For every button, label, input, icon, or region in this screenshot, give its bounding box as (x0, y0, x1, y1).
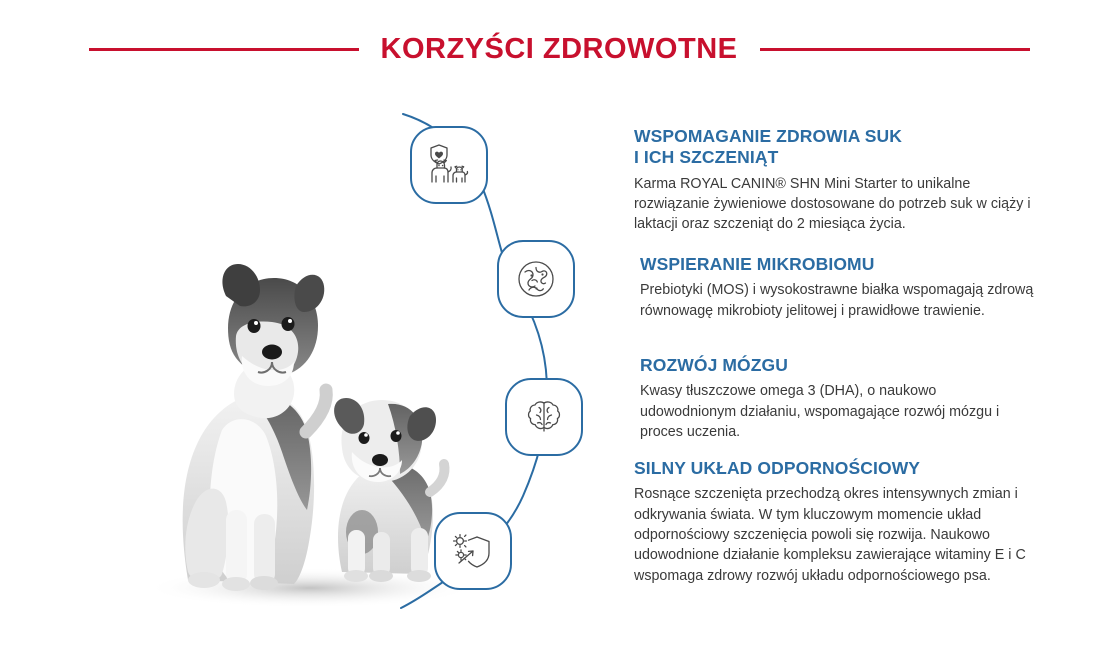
benefit-text-1: Karma ROYAL CANIN® SHN Mini Starter to unikalne rozwiązanie żywieniowe dostosowane do potrzeb suk w ciąży i laktacji oraz szczeniąt do 2 miesiąca życia. (634, 175, 1031, 233)
page-title: KORZYŚCI ZDROWOTNE (380, 32, 738, 65)
adult-dog (183, 264, 327, 591)
benefit-text-2: Prebiotyki (MOS) i wysokostrawne białka wspomagają zdrową równowagę mikrobioty jelitowej i prawidłowe trawienie. (640, 282, 1034, 319)
benefit-heading-2: WSPIERANIE MIKROBIOMU (640, 254, 875, 274)
benefit-heading-1-line1: WSPOMAGANIE ZDROWIA SUK (634, 126, 903, 146)
benefit-block-2 (640, 254, 1035, 321)
page-header (0, 26, 1118, 72)
benefit-heading-4: SILNY UKŁAD ODPORNOŚCIOWY (634, 458, 921, 478)
benefit-block-1 (634, 126, 1034, 235)
benefit-heading-1-line2: I ICH SZCZENIĄT (634, 147, 779, 168)
puppy-dog (334, 398, 444, 582)
benefit-text-3: Kwasy tłuszczowe omega 3 (DHA), o naukowo udowodnionym działaniu, wspomagające rozwój mózgu i proces uczenia. (640, 383, 1000, 440)
benefit-text-4: Rosnące szczenięta przechodzą okres intensywnych zmian i odkrywania świata. W tym kluczowym momencie układ odpornościowy szczenięcia powoli się rozwija. Naukowo udowodnione działanie kompleksu zawierające witaminy E i C wspomaga zdrowy rozwój układu odpornościowego psa. (634, 486, 1026, 584)
mother-and-puppy-icon (410, 126, 488, 204)
benefit-heading-3: ROZWÓJ MÓZGU (640, 355, 788, 375)
header-rule-left (89, 48, 359, 51)
benefit-heading-1 (634, 126, 1034, 169)
header-rule-right (760, 48, 1030, 51)
immunity-shield-icon (434, 512, 512, 590)
brain-icon (505, 378, 583, 456)
microbiome-intestine-icon (497, 240, 575, 318)
benefit-block-3 (640, 355, 1035, 442)
benefit-block-4 (634, 458, 1034, 586)
